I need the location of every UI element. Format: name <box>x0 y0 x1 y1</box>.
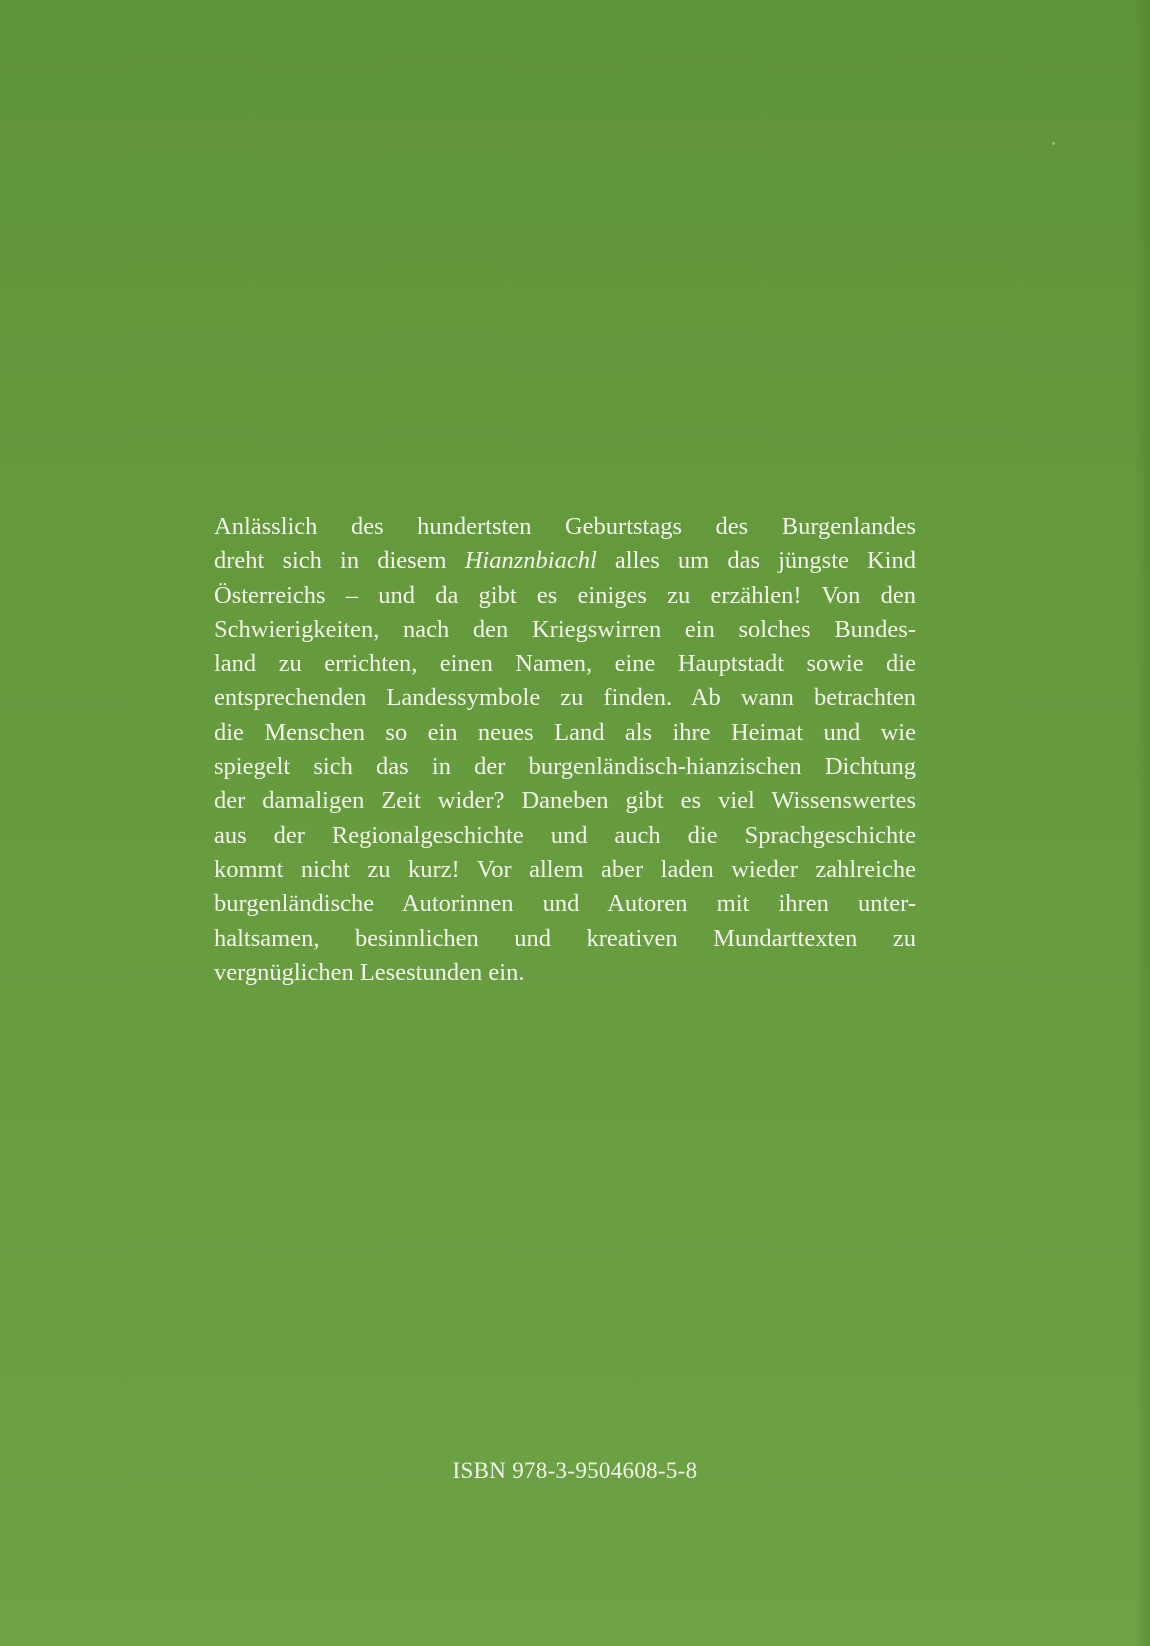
blurb-line: land zu errichten, einen Namen, eine Hauptstadt sowie die <box>214 650 916 678</box>
blurb-line: die Menschen so ein neues Land als ihre Heimat und wie <box>214 718 916 746</box>
isbn-number: ISBN 978-3-9504608-5-8 <box>452 1458 698 1483</box>
blurb-line <box>214 544 916 578</box>
print-speck <box>1052 142 1055 145</box>
blurb-line: spiegelt sich das in der burgenländisch-hianzischen Dichtung <box>214 753 916 781</box>
blurb-line: kommt nicht zu kurz! Vor allem aber laden wieder zahlreiche <box>214 855 916 883</box>
spine-edge-shadow <box>1136 0 1150 1646</box>
blurb-text <box>214 510 916 990</box>
blurb-line: Anlässlich des hundertsten Geburtstags des Burgenlandes <box>214 513 916 540</box>
blurb-line: entsprechenden Landessymbole zu finden. Ab wann betrachten <box>214 684 916 712</box>
blurb-line: vergnüglichen Lesestunden ein. <box>214 958 525 986</box>
blurb-line: aus der Regionalgeschichte und auch die Sprachgeschichte <box>214 821 916 849</box>
blurb-line-part: dreht sich in diesem <box>214 547 465 575</box>
blurb-line: Schwierigkeiten, nach den Kriegswirren ein solches Bundes- <box>214 615 916 643</box>
blurb-line: haltsamen, besinnlichen und kreativen Mundarttexten zu <box>214 924 916 952</box>
blurb-line: burgenländische Autorinnen und Autoren mit ihren unter- <box>214 890 916 918</box>
blurb-line-part: alles um das jüngste Kind <box>596 547 916 575</box>
blurb-line: Österreichs – und da gibt es einiges zu erzählen! Von den <box>214 581 916 609</box>
book-title-italic: Hianznbiachl <box>464 547 597 575</box>
blurb-line: der damaligen Zeit wider? Daneben gibt es viel Wissenswertes <box>214 787 916 815</box>
